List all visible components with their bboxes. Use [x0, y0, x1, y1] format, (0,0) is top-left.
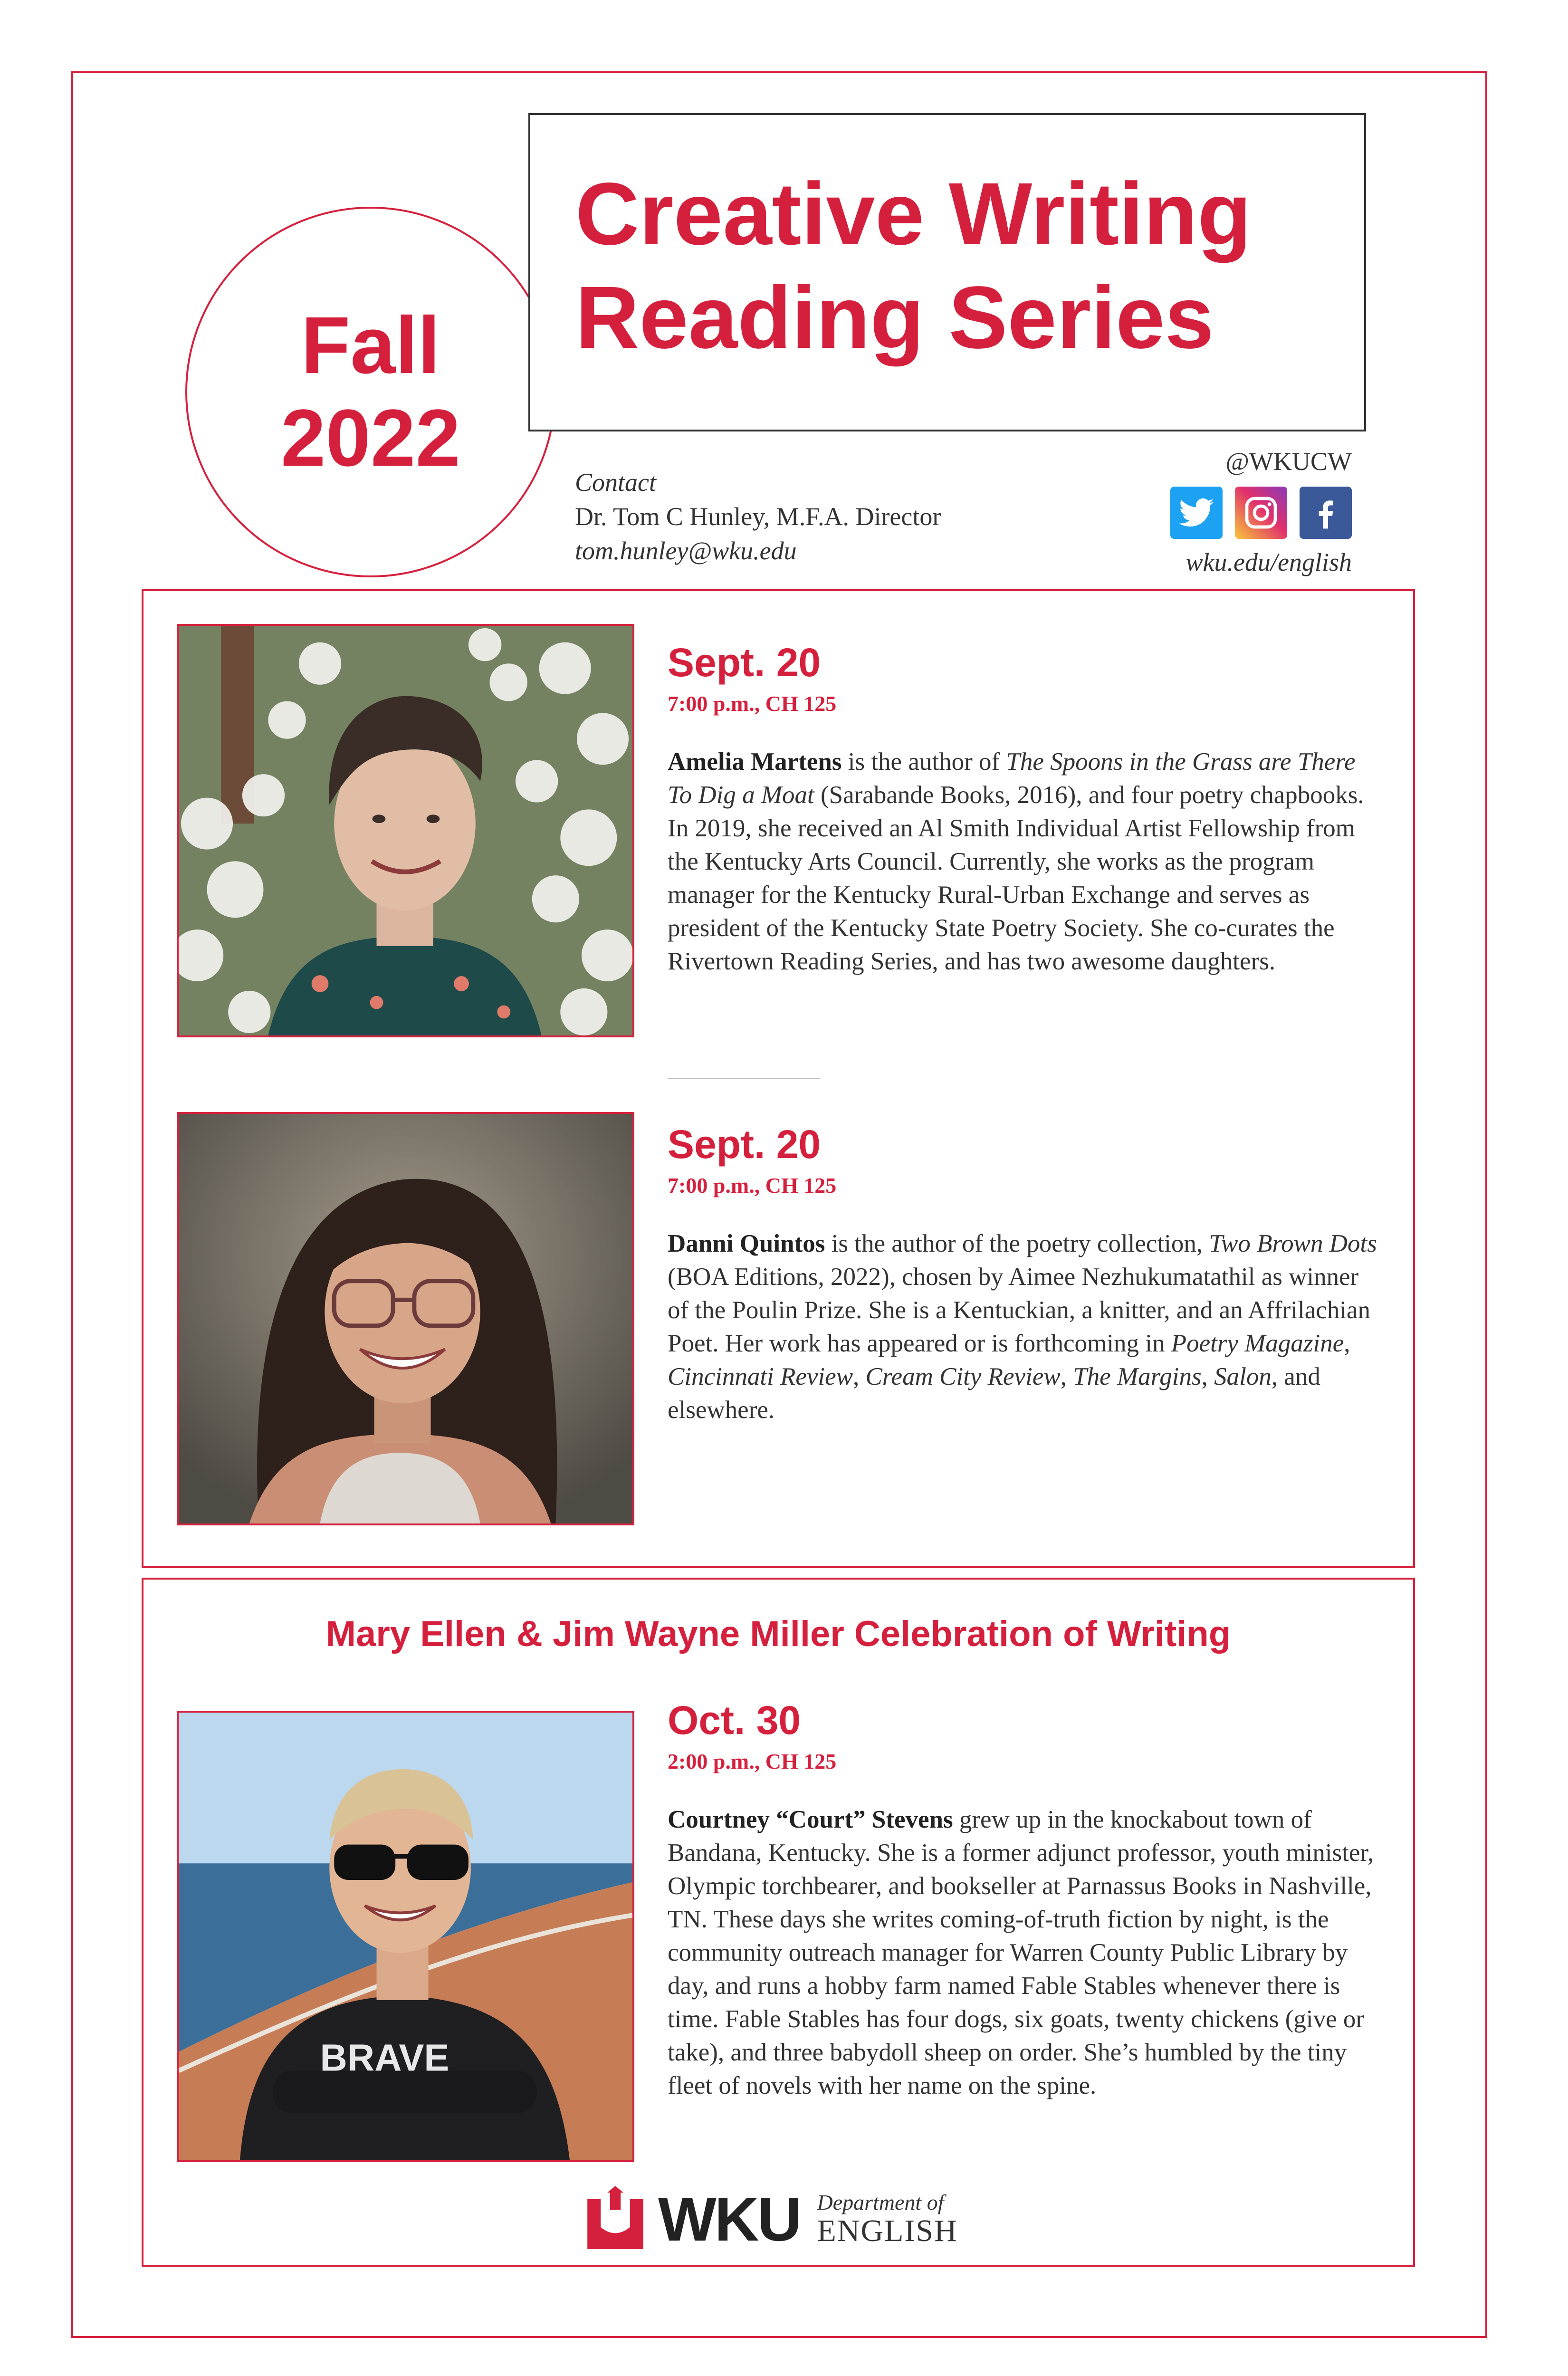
photo-amelia-martens	[177, 624, 634, 1037]
bio-text: , and elsewhere.	[668, 1363, 1320, 1424]
section-divider	[668, 1078, 820, 1079]
bio-text: grew up in the knockabout town of Bandana, Kentucky. She is a former adjunct professor, youth minister, Olympic torchbearer, and bookseller at Parnassus Books in Nashville, TN. These days she writes coming-of-truth fiction by night, is the community outreach manager for Warren County Public Library by day, and runs a hobby farm named Fable Stables whenever there is time. Fable Stables has four dogs, six goats, twenty chickens (give or take), and three babydoll sheep on order. She’s humbled by the tiny fleet of novels with her name on the spine.	[668, 1806, 1374, 2100]
author-name: Amelia Martens	[668, 748, 842, 776]
bio-text: is the author of	[841, 748, 1006, 776]
department-name	[817, 2191, 957, 2247]
event-date: Sept. 20	[668, 1122, 821, 1167]
bio-text: ,	[1060, 1363, 1073, 1391]
social-icons	[1170, 487, 1352, 539]
event-time: 7:00 p.m., CH 125	[668, 691, 837, 716]
title-line-1: Creative Writing	[575, 165, 1252, 263]
twitter-icon[interactable]	[1170, 487, 1223, 539]
work-title: Salon	[1214, 1363, 1272, 1391]
photo-courtney-stevens	[177, 1711, 634, 2162]
event-bio	[668, 746, 1380, 978]
facebook-icon[interactable]	[1300, 487, 1352, 539]
photo-danni-quintos	[177, 1112, 634, 1525]
department-line-2: ENGLISH	[817, 2213, 958, 2248]
title-box	[528, 113, 1366, 431]
celebration-title: Mary Ellen & Jim Wayne Miller Celebration of Writing	[325, 1614, 1231, 1654]
contact-label: Contact	[575, 468, 656, 497]
event-3	[668, 1698, 1380, 2103]
event-date: Sept. 20	[668, 640, 821, 685]
wku-logo	[582, 2184, 958, 2255]
contact-email[interactable]: tom.hunley@wku.edu	[575, 536, 797, 565]
season-badge	[185, 207, 556, 577]
event-2	[668, 1122, 1380, 1427]
bio-text: (Sarabande Books, 2016), and four poetry chapbooks. In 2019, she received an Al Smith Individual Artist Fellowship from the Kentucky Arts Council. Currently, she works as the program manager for the Kentucky Rural-Urban Exchange and serves as president of the Kentucky State Poetry Society. She co-curates the Rivertown Reading Series, and has two awesome daughters.	[668, 781, 1364, 976]
work-title: Poetry Magazine	[1171, 1330, 1344, 1358]
work-title: The Margins	[1073, 1363, 1202, 1391]
bio-text: is the author of the poetry collection,	[825, 1230, 1209, 1258]
website-link[interactable]: wku.edu/english	[1186, 548, 1352, 576]
event-bio	[668, 1227, 1380, 1427]
bio-text: (BOA Editions, 2022), chosen by Aimee Nezhukumatathil as winner of the Poulin Prize. She is a Kentuckian, a knitter, and an Affrilachian Poet. Her work has appeared or is forthcoming in	[668, 1263, 1371, 1358]
shirt-text: BRAVE	[320, 2036, 449, 2079]
bio-text: ,	[853, 1363, 866, 1391]
contact-name: Dr. Tom C Hunley, M.F.A. Director	[575, 502, 941, 531]
event-bio	[668, 1803, 1380, 2103]
contact-block	[575, 466, 941, 568]
event-date: Oct. 30	[668, 1698, 801, 1743]
department-line-1: Department of	[817, 2190, 944, 2215]
work-title: Cincinnati Review	[668, 1363, 853, 1391]
season-year: 2022	[280, 393, 461, 483]
bio-text: ,	[1201, 1363, 1214, 1391]
wku-wordmark: WKU	[658, 2184, 800, 2254]
instagram-icon[interactable]	[1235, 487, 1287, 539]
season-term: Fall	[301, 300, 440, 391]
work-title: Two Brown Dots	[1209, 1230, 1377, 1258]
social-handle: @WKUCW	[1225, 447, 1352, 476]
work-title: Cream City Review	[865, 1363, 1061, 1391]
social-block	[1170, 447, 1352, 577]
title-line-2: Reading Series	[575, 268, 1214, 367]
event-time: 7:00 p.m., CH 125	[668, 1173, 837, 1198]
author-name: Courtney “Court” Stevens	[668, 1806, 953, 1834]
work-title: The Spoons in the Grass are There To Dig a Moat	[668, 748, 1356, 809]
author-name: Danni Quintos	[668, 1230, 825, 1258]
wku-cupola-icon	[582, 2186, 649, 2252]
event-1	[668, 641, 1380, 978]
event-time: 2:00 p.m., CH 125	[668, 1749, 837, 1774]
bio-text: ,	[1344, 1330, 1350, 1358]
